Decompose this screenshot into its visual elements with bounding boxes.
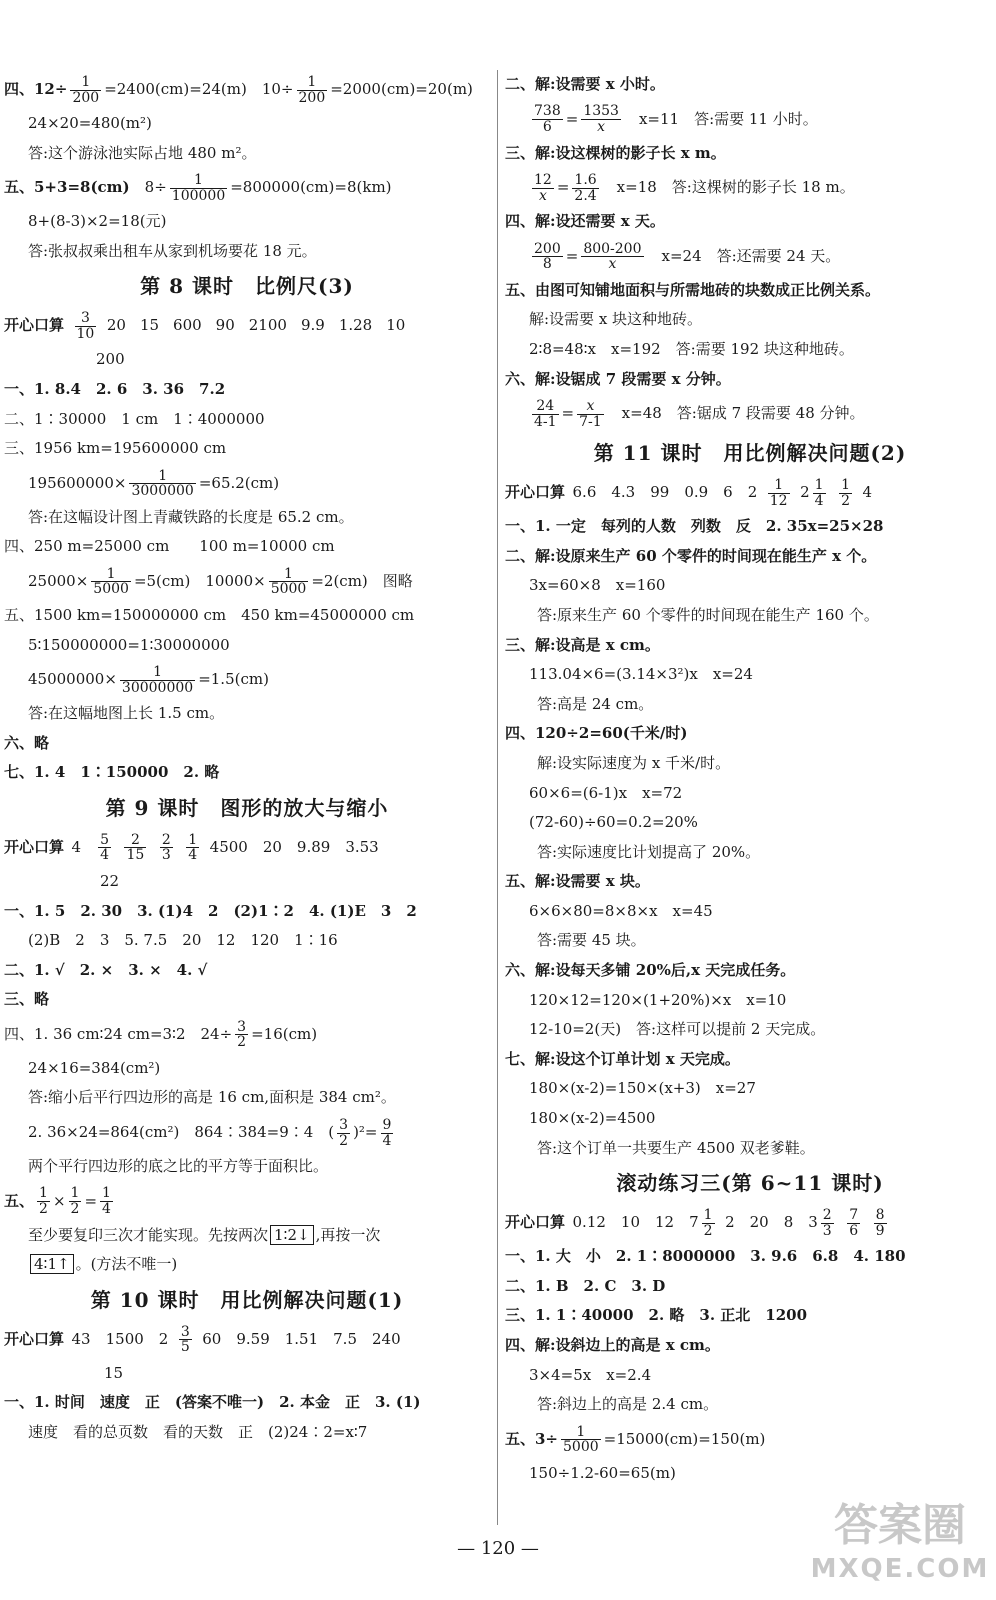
fraction: $\frac{200}{8}$ [534, 240, 561, 273]
answer-line: 8+(8-3)×2=18(元) [28, 212, 167, 231]
answer-line: 三、解:设高是 x cm。 [505, 635, 660, 654]
answer-line: 四、解:设还需要 x 天。 [505, 212, 665, 231]
answer-line: $\frac{200}{8}$ = $\frac{800-200}{x}$ x=24 答:还需要 24 天。 [534, 240, 841, 273]
answer-line: 三、略 [4, 990, 50, 1009]
fraction: $\frac{3}{2}$ [237, 1018, 247, 1051]
fraction: $\frac{1}{2}$ [70, 1185, 80, 1218]
fraction: $\frac{1}{5000}$ [93, 565, 129, 598]
answer-line: 五、5+3=8(cm) 8÷ $\frac{1}{100000}$ =800000(cm)=8(km) [4, 172, 392, 204]
key-box: 1∶2↓ [270, 1225, 314, 1245]
answer-line: 答:在这幅地图上长 1.5 cm。 [28, 704, 225, 723]
answer-line: 一、1. 大 小 2. 1∶8000000 3. 9.6 6.8 4. 180 [505, 1247, 906, 1266]
answer-line: 速度 看的总页数 看的天数 正 (2)24∶2=x∶7 [28, 1423, 368, 1442]
fraction: $\frac{3}{5}$ [180, 1323, 190, 1356]
fraction: $\frac{2}{3}$ [822, 1207, 832, 1239]
answer-line: 195600000× $\frac{1}{3000000}$ =65.2(cm) [28, 467, 280, 500]
answer-line: 2∶8=48∶x x=192 答:需要 192 块这种地砖。 [529, 339, 854, 358]
answer-line: 答:高是 24 cm。 [537, 694, 654, 713]
answer-line: 180×(x-2)=150×(x+3) x=27 [529, 1079, 756, 1098]
answer-line: 两个平行四边形的底之比的平方等于面积比。 [28, 1157, 329, 1176]
answer-line: 六、略 [4, 733, 50, 752]
answer-line: 2. 36×24=864(cm²) 864∶384=9∶4 ( $\frac{3}{2}$ )²= $\frac{9}{4}$ [28, 1116, 392, 1149]
answer-line: 五、 $\frac{1}{2}$ × $\frac{1}{2}$ = $\frac{1}{4}$ [4, 1185, 111, 1218]
answer-line: 三、1956 km=195600000 cm [4, 439, 227, 458]
answer-line: 解:设需要 x 块这种地砖。 [529, 310, 703, 329]
answer-line: 二、解:设需要 x 小时。 [505, 75, 665, 93]
fraction: $\frac{7}{6}$ [849, 1207, 859, 1239]
answer-line: 至少要复印三次才能实现。先按两次 1∶2↓ ,再按一次 [28, 1225, 381, 1244]
lesson-9-title: 第 9 课时 图形的放大与缩小 [105, 795, 389, 820]
fraction: $\frac{1}{2}$ [841, 476, 850, 509]
answer-line: 答:需要 45 块。 [537, 931, 646, 950]
answer-line: 五、解:设需要 x 块。 [505, 872, 650, 891]
answer-line: 七、1. 4 1∶150000 2. 略 [4, 763, 220, 782]
answer-line: 3x=60×8 x=160 [529, 576, 666, 595]
answer-line: (72-60)÷60=0.2=20% [529, 813, 698, 832]
fraction: $\frac{1353}{x}$ [583, 103, 619, 136]
fraction: $\frac{3}{10}$ [76, 310, 95, 342]
mental-math-line: 15 [104, 1363, 124, 1382]
answer-line: 25000× $\frac{1}{5000}$ =5(cm) 10000× $\frac{1}{5000}$ =2(cm) 图略 [28, 565, 413, 598]
fraction: $\frac{5}{4}$ [100, 831, 109, 864]
lesson-10-title: 第 10 课时 用比例解决问题(1) [90, 1287, 404, 1312]
answer-line: 五、1500 km=150000000 cm 450 km=45000000 cm [4, 605, 415, 624]
fraction: $\frac{1}{5000}$ [563, 1423, 599, 1456]
answer-line: 一、1. 一定 每列的人数 列数 反 2. 35x=25×28 [505, 517, 884, 536]
answer-line: $\frac{12}{x}$ = $\frac{1.6}{2.4}$ x=18 答:这棵树的影子长 18 m。 [534, 172, 855, 204]
answer-line: 120×12=120×(1+20%)×x x=10 [529, 990, 787, 1009]
answer-line: (2)B 2 3 5. 7.5 20 12 120 1∶16 [28, 931, 338, 950]
fraction: $\frac{1}{100000}$ [171, 172, 226, 204]
answer-line: 一、1. 时间 速度 正 (答案不唯一) 2. 本金 正 3. (1) [4, 1393, 421, 1412]
review-title: 滚动练习三(第 6~11 课时) [616, 1171, 884, 1196]
answer-line: 三、解:设这棵树的影子长 x m。 [505, 143, 726, 162]
answer-line: 四、12÷ $\frac{1}{200}$ =2400(cm)=24(m) 10÷ $\frac{1}{200}$ =2000(cm)=20(m) [4, 73, 473, 106]
fraction: $\frac{24}{4-1}$ [534, 397, 557, 430]
fraction: $\frac{12}{x}$ [534, 172, 552, 204]
answer-line: 二、1∶30000 1 cm 1∶4000000 [4, 409, 265, 428]
answer-line: 150÷1.2-60=65(m) [529, 1463, 676, 1482]
answer-line: 3×4=5x x=2.4 [529, 1365, 652, 1384]
answer-line: 答:张叔叔乘出租车从家到机场要花 18 元。 [28, 241, 317, 260]
fraction: $\frac{1}{4}$ [102, 1185, 111, 1218]
answer-line: 60×6=(6-1)x x=72 [529, 783, 683, 802]
answer-line: 答:斜边上的高是 2.4 cm。 [537, 1395, 719, 1414]
answer-line: 二、解:设原来生产 60 个零件的时间现在能生产 x 个。 [505, 546, 877, 565]
answer-line: 二、1. √ 2. × 3. × 4. √ [4, 960, 208, 979]
watermark-logo: 答案圈 MXQE.COM [810, 1500, 990, 1584]
answer-line: 答:在这幅设计图上青藏铁路的长度是 65.2 cm。 [28, 507, 354, 526]
fraction: $\frac{1}{200}$ [298, 73, 326, 106]
fraction: $\frac{1}{2}$ [39, 1185, 48, 1218]
right-column [505, 70, 995, 1488]
answer-line: 四、解:设斜边上的高是 x cm。 [505, 1336, 720, 1354]
fraction: $\frac{1}{2}$ [703, 1207, 713, 1239]
answer-line: 四、1. 36 cm∶24 cm=3∶2 24÷ $\frac{3}{2}$ =16(cm) [4, 1018, 318, 1051]
answer-line: 24×20=480(m²) [28, 114, 152, 132]
mental-math-line: 开心口算 0.12 10 12 7 $\frac{1}{2}$ 2 20 8 3 $\frac{2}{3}$ $\frac{7}{6}$ $\frac{8}{9}$ [505, 1207, 885, 1239]
lesson-8-title: 第 8 课时 比例尺(3) [140, 274, 354, 299]
fraction: $\frac{1}{12}$ [769, 476, 788, 509]
answer-line: 12-10=2(天) 答:这样可以提前 2 天完成。 [529, 1020, 826, 1039]
mental-math-line: 22 [100, 871, 120, 890]
answer-line: 5∶150000000=1∶30000000 [28, 635, 230, 654]
answer-line: 七、解:设这个订单计划 x 天完成。 [505, 1049, 740, 1068]
fraction: $\frac{1}{4}$ [814, 476, 824, 509]
answer-line: 解:设实际速度为 x 千米/时。 [537, 753, 731, 772]
answer-line: 三、1. 1∶40000 2. 略 3. 正北 1200 [505, 1306, 808, 1325]
answer-line: 答:原来生产 60 个零件的时间现在能生产 160 个。 [537, 605, 879, 624]
fraction: $\frac{9}{4}$ [382, 1116, 392, 1149]
answer-line: 答:这个游泳池实际占地 480 m²。 [28, 143, 257, 162]
fraction: $\frac{1}{3000000}$ [131, 467, 194, 500]
mental-math-line: 200 [96, 350, 125, 369]
answer-line: 113.04×6=(3.14×3²)x x=24 [529, 665, 753, 684]
answer-line: 六、解:设锯成 7 段需要 x 分钟。 [505, 369, 731, 388]
mental-math-line: 开心口算 43 1500 2 $\frac{3}{5}$ 60 9.59 1.51 7.5 240 [4, 1323, 401, 1356]
answer-line: 四、120÷2=60(千米/时) [505, 724, 688, 743]
answer-line: $\frac{24}{4-1}$ = $\frac{x}{7-1}$ x=48 答:锯成 7 段需要 48 分钟。 [534, 397, 865, 430]
answer-line: 180×(x-2)=4500 [529, 1109, 656, 1128]
fraction: $\frac{2}{3}$ [161, 831, 171, 864]
answer-line: 答:这个订单一共要生产 4500 双老爹鞋。 [537, 1138, 815, 1157]
column-divider [497, 70, 498, 1525]
fraction: $\frac{800-200}{x}$ [583, 240, 642, 273]
answer-line: 六、解:设每天多铺 20%后,x 天完成任务。 [505, 961, 796, 980]
key-box: 4∶1↑ [30, 1254, 74, 1274]
answer-line: 24×16=384(cm²) [28, 1058, 161, 1077]
fraction: $\frac{2}{15}$ [126, 831, 145, 864]
fraction: $\frac{1.6}{2.4}$ [574, 172, 597, 204]
mental-math-line: 开心口算 6.6 4.3 99 0.9 6 2 $\frac{1}{12}$ 2 $\frac{1}{4}$ $\frac{1}{2}$ 4 [505, 476, 873, 509]
mental-math-line: 开心口算 4 $\frac{5}{4}$ $\frac{2}{15}$ $\frac{2}{3}$ $\frac{1}{4}$ 4500 20 9.89 3.53 [4, 831, 379, 864]
answer-line: 五、由图可知铺地面积与所需地砖的块数成正比例关系。 [505, 280, 881, 299]
lesson-11-title: 第 11 课时 用比例解决问题(2) [593, 441, 907, 466]
answer-line: $\frac{738}{6}$ = $\frac{1353}{x}$ x=11 答:需要 11 小时。 [534, 103, 818, 136]
answer-line: 四、250 m=25000 cm 100 m=10000 cm [4, 537, 335, 556]
left-column [4, 70, 490, 1448]
answer-line: 答:实际速度比计划提高了 20%。 [537, 842, 761, 861]
page-number: — 120 — [457, 1538, 539, 1559]
answer-line: 二、1. B 2. C 3. D [505, 1276, 666, 1295]
answer-line: 6×6×80=8×8×x x=45 [529, 901, 713, 920]
fraction: $\frac{x}{7-1}$ [579, 397, 602, 430]
answer-line: 一、1. 5 2. 30 3. (1)4 2 (2)1∶2 4. (1)E 3 2 [4, 901, 417, 920]
fraction: $\frac{3}{2}$ [339, 1116, 349, 1149]
fraction: $\frac{8}{9}$ [875, 1207, 885, 1239]
answer-line: 答:缩小后平行四边形的高是 16 cm,面积是 384 cm²。 [28, 1088, 396, 1107]
answer-line: 五、3÷ $\frac{1}{5000}$ =15000(cm)=150(m) [505, 1423, 766, 1456]
mental-math-line: 开心口算 $\frac{3}{10}$ 20 15 600 90 2100 9.9 1.28 10 [4, 310, 406, 342]
answer-line: 4∶1↑ 。(方法不唯一) [4, 1250, 490, 1280]
fraction: $\frac{1}{4}$ [188, 831, 198, 864]
fraction: $\frac{1}{30000000}$ [121, 663, 194, 696]
fraction: $\frac{1}{200}$ [72, 73, 100, 106]
fraction: $\frac{738}{6}$ [534, 103, 561, 136]
answer-line: 一、1. 8.4 2. 6 3. 36 7.2 [4, 379, 226, 398]
answer-line: 45000000× $\frac{1}{30000000}$ =1.5(cm) [28, 663, 269, 696]
fraction: $\frac{1}{5000}$ [270, 565, 307, 598]
